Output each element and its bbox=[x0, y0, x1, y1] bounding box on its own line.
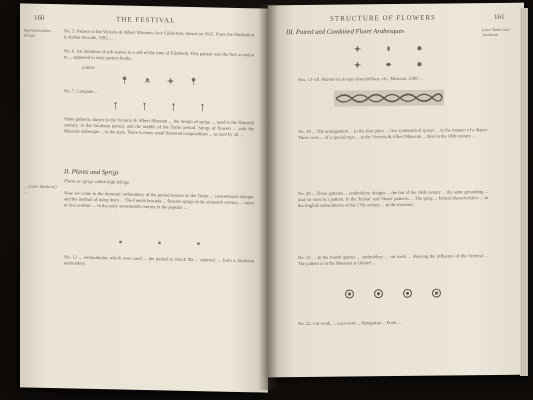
left-paragraph-3: No. 7. Compare... bbox=[64, 88, 97, 95]
rosette-icon bbox=[402, 288, 413, 299]
left-ornament-row-1 bbox=[64, 74, 254, 87]
rosette-icon bbox=[373, 288, 384, 299]
flower-sprig-icon bbox=[189, 77, 198, 86]
right-paragraph-4: No. 22. Cut-work. ... Lacework ... Hungarian ... From ... bbox=[298, 319, 402, 327]
left-paragraph-5: Now we come to the domestic embroidery of the period known as the Tudor ... conventional designs and the method of using them ... The French brocade ... flowers sprigs of the sixteenth century, ... more or less realistic ... in the early seventeenth century in the popular ... bbox=[64, 190, 254, 211]
flower-sprig-icon bbox=[120, 75, 129, 84]
left-ornament-row-2 bbox=[64, 100, 254, 113]
left-margin-note-top: Representations ... design bbox=[24, 27, 56, 38]
sprig-icon bbox=[198, 103, 207, 112]
right-ornament-row-3 bbox=[308, 287, 478, 300]
floret-icon bbox=[415, 44, 424, 53]
sprig-icon bbox=[111, 101, 120, 110]
left-section-title: II. Plants and Sprigs bbox=[64, 168, 119, 177]
right-page bbox=[268, 3, 524, 378]
rosette-icon bbox=[431, 288, 442, 299]
right-folio: 161 bbox=[494, 12, 505, 21]
small-flower-icon bbox=[155, 238, 164, 247]
sprig-icon bbox=[140, 102, 149, 111]
arabesque-band-image bbox=[334, 89, 444, 106]
right-section-title: III. Paired and Combined Floret Arabesques bbox=[286, 27, 405, 37]
right-ornament-row-1 bbox=[298, 43, 478, 54]
left-label-lattice: Lattice bbox=[82, 64, 95, 70]
sprig-icon bbox=[169, 103, 178, 112]
left-page bbox=[20, 3, 268, 392]
rosette-icon bbox=[344, 288, 355, 299]
left-paragraph-2: No. 6. An imitation of silk woven in a silk of the time of Elizabeth. This pattern was the first occasion to ... appeared in early pattern books. bbox=[64, 48, 254, 61]
left-running-head: THE FESTIVAL bbox=[116, 15, 176, 25]
left-margin-note-mid: ... (Later Medieval) ... bbox=[24, 183, 57, 194]
right-caption-top: Nos. 13–18. Mannerist design of medallions, etc., Museum, 1580; ... bbox=[298, 75, 424, 83]
right-ornament-row-2 bbox=[298, 59, 478, 70]
floret-icon bbox=[353, 44, 362, 53]
floret-icon bbox=[384, 60, 393, 69]
right-running-head: STRUCTURE OF FLOWERS bbox=[330, 13, 436, 23]
left-paragraph-6: No. 12 ... embroideries which were used ... the period to which Mr ... referred. ... from a Jacobean embroidery. bbox=[64, 254, 254, 266]
page-edges bbox=[520, 8, 528, 376]
book-gutter bbox=[258, 4, 278, 390]
right-margin-note: Later Tudor and Jacobean bbox=[482, 26, 510, 38]
small-flower-icon bbox=[116, 237, 125, 246]
small-flower-icon bbox=[194, 239, 203, 248]
left-folio: 160 bbox=[34, 13, 45, 22]
floret-icon bbox=[384, 44, 393, 53]
right-paragraph-3: No. 21 ... In the fourth quarter ... embroidery ... cut work ... showing the influence of the Oriental ... The pattern is in the Museum at Oxford ... bbox=[298, 253, 488, 267]
left-paragraph-4: Other patterns shown in the Victoria & Albert Museum ... the design of sprigs ... used in the fifteenth century, in the Jacobean period, and the middle of the Tudor period. Sprigs of flowers ... with the Moorish arabesque ... in the style. There is many small flowered compositions ... as used by all ... bbox=[64, 116, 254, 138]
floret-icon bbox=[353, 60, 362, 69]
floret-icon bbox=[415, 60, 424, 69]
left-paragraph-1: No. 5. Pattern in the Victoria & Albert Museum, lace Collection, drawn on 1612. From the illustration in Italian brocade, 1582, ... bbox=[64, 28, 254, 41]
right-paragraph-1: No. 19 ... The arrangement ... in the first place ... two symmetrical sprays ... in the manner of a diaper. These were ... of a special type ... in the Victoria & Albert Museum ... later in the 16th century ... bbox=[298, 127, 488, 141]
left-section-subtitle: Plants or sprigs within high foliage. bbox=[64, 178, 131, 185]
right-paragraph-2: No. 20 ... These patterns ... embroidery designs ... the last of the 16th century ... the same grounding ... may be seen in a pattern. In the 'Italian' and 'Stuart' patterns ... The sprig ... formal characteristics ... in the English embroideries of the 17th century ... in the museum. bbox=[298, 189, 488, 209]
flower-sprig-icon bbox=[143, 76, 152, 85]
left-ornament-row-3 bbox=[64, 236, 254, 249]
flower-sprig-icon bbox=[166, 76, 175, 85]
